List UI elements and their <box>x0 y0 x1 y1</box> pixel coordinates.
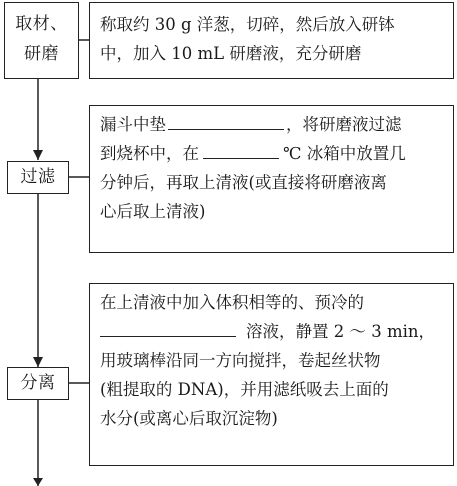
step-label-collect-grind <box>4 2 79 79</box>
fill-in-blank-2[interactable] <box>203 140 279 159</box>
fill-in-blank-1[interactable] <box>168 111 284 130</box>
content-line <box>100 110 445 139</box>
step-content-filter <box>89 105 454 253</box>
text-segment: 漏斗中垫 <box>100 115 166 134</box>
text-segment: 到烧杯中，在 <box>100 144 199 163</box>
content-line: 称取约 30 g 洋葱，切碎，然后放入研钵 <box>100 15 395 34</box>
step-content-separate <box>89 283 454 466</box>
arrow-down-icon <box>33 150 43 160</box>
content-line <box>100 139 445 168</box>
step-label-filter <box>7 161 69 194</box>
step-label-line: 研磨 <box>24 44 59 64</box>
text-segment: ，将研磨液过滤 <box>286 115 402 134</box>
content-line <box>100 317 445 346</box>
fill-in-blank-3[interactable] <box>100 318 236 337</box>
text-segment: ℃ 冰箱中放置几 <box>283 144 406 163</box>
content-line: 水分(或离心后取沉淀物) <box>100 409 278 428</box>
content-line: 分钟后，再取上清液(或直接将研磨液离 <box>100 173 387 192</box>
content-line: (粗提取的 DNA)，并用滤纸吸去上面的 <box>100 380 389 399</box>
step-content-collect-grind <box>89 2 454 79</box>
step-label-text: 过滤 <box>20 167 56 187</box>
content-line: 用玻璃棒沿同一方向搅拌，卷起丝状物 <box>100 351 381 370</box>
arrow-down-icon <box>33 478 43 486</box>
content-line: 在上清液中加入体积相等的、预冷的 <box>100 293 364 312</box>
content-line: 中，加入 10 mL 研磨液，充分研磨 <box>100 44 362 63</box>
step-label-text: 分离 <box>20 373 56 393</box>
content-line: 心后取上清液) <box>100 202 206 221</box>
text-segment: 溶液，静置 2 ～ 3 min， <box>246 322 436 341</box>
step-label-separate <box>7 367 69 400</box>
arrow-down-icon <box>33 357 43 367</box>
step-label-line: 取材、 <box>15 14 68 34</box>
